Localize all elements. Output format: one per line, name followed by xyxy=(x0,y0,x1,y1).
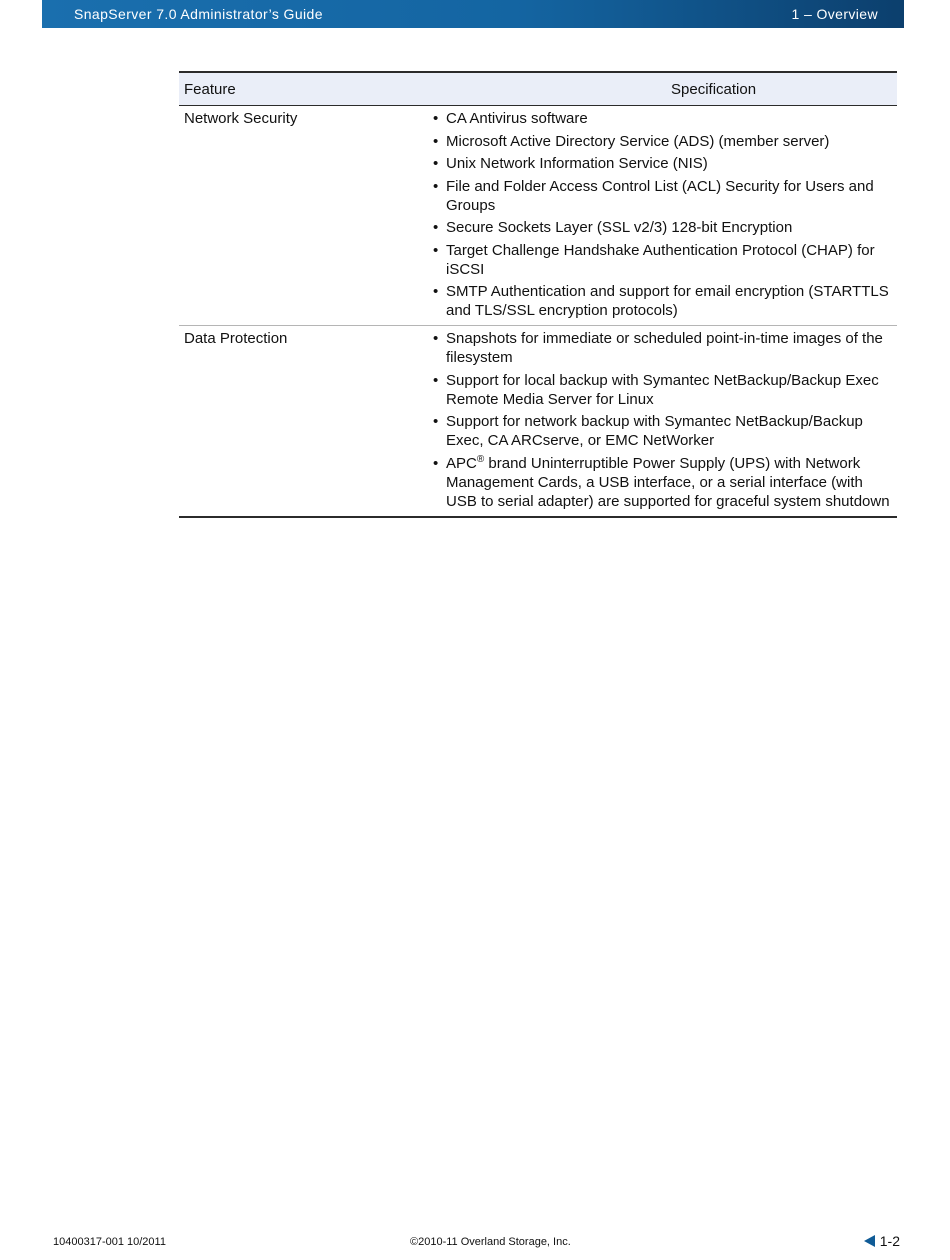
spec-list xyxy=(430,329,892,511)
list-item: • Secure Sockets Layer (SSL v2/3) 128-bit Encryption xyxy=(430,218,892,237)
page-number: 1-2 xyxy=(879,1233,900,1249)
page-header xyxy=(42,0,904,28)
ups-text: brand Uninterruptible Power Supply (UPS) with Network Management Cards, a USB interface, or a serial interface (with USB to serial adapter) are supported for graceful system shutdown xyxy=(446,454,890,510)
list-item: • Support for local backup with Symantec NetBackup/Backup Exec Remote Media Server for Linux xyxy=(430,371,892,409)
document-title: SnapServer 7.0 Administrator’s Guide xyxy=(74,6,323,22)
table-header-row xyxy=(179,72,897,106)
back-arrow-icon[interactable] xyxy=(864,1235,875,1247)
spec-cell xyxy=(425,326,897,517)
registered-mark: ® xyxy=(476,453,485,465)
list-item: • Support for network backup with Symantec NetBackup/Backup Exec, CA ARCserve, or EMC NetWorker xyxy=(430,412,892,450)
ups-prefix: APC xyxy=(446,454,477,472)
list-item: • Snapshots for immediate or scheduled point-in-time images of the filesystem xyxy=(430,329,892,367)
feature-cell: Data Protection xyxy=(184,330,288,347)
spec-cell xyxy=(425,106,897,326)
document-number: 10400317-001 10/2011 xyxy=(53,1236,166,1248)
table-row xyxy=(179,106,897,326)
list-item: • Target Challenge Handshake Authentication Protocol (CHAP) for iSCSI xyxy=(430,241,892,279)
page-nav[interactable] xyxy=(864,1233,900,1249)
list-item: • File and Folder Access Control List (ACL) Security for Users and Groups xyxy=(430,177,892,215)
feature-cell: Network Security xyxy=(184,110,298,127)
copyright: ©2010-11 Overland Storage, Inc. xyxy=(410,1236,571,1248)
list-item: • CA Antivirus software xyxy=(430,109,892,128)
section-title: 1 – Overview xyxy=(791,6,878,22)
spec-list xyxy=(430,109,892,320)
list-item: • SMTP Authentication and support for email encryption (STARTTLS and TLS/SSL encryption protocols) xyxy=(430,282,892,320)
table-row xyxy=(179,326,897,517)
list-item xyxy=(430,454,892,511)
header-feature: Feature xyxy=(184,81,236,98)
list-item: • Unix Network Information Service (NIS) xyxy=(430,154,892,173)
feature-spec-table xyxy=(179,71,897,518)
header-specification: Specification xyxy=(671,81,757,98)
list-item: • Microsoft Active Directory Service (ADS) (member server) xyxy=(430,132,892,151)
